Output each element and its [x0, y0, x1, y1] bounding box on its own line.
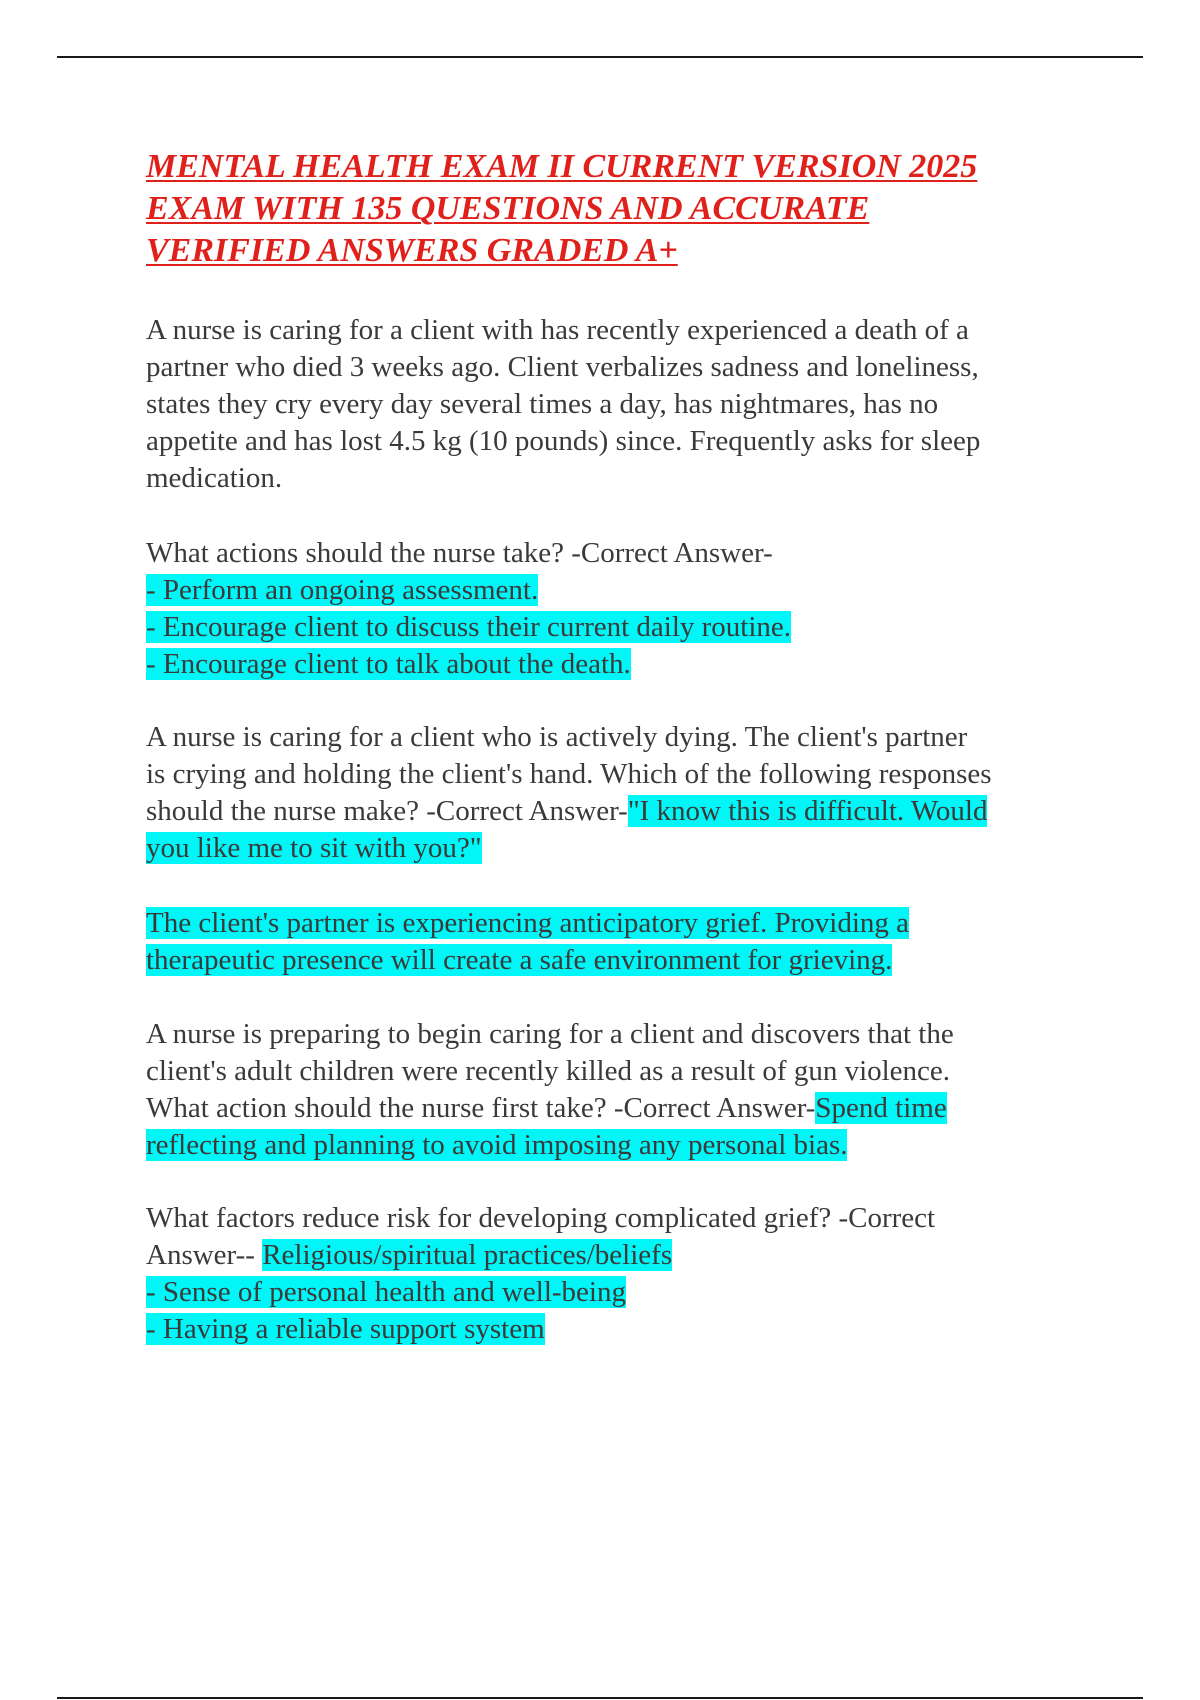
text-line: A nurse is caring for a client with has recently experienced a death of a [146, 314, 969, 346]
highlighted-answer: - Perform an ongoing assessment. [146, 574, 539, 606]
rationale-line [146, 942, 1096, 979]
document-title [146, 146, 1096, 272]
text-line: A nurse is preparing to begin caring for a client and discovers that the [146, 1018, 954, 1050]
text-line [146, 1237, 1096, 1274]
text-line [146, 793, 1096, 830]
question-text: What action should the nurse first take? -Correct Answer- [146, 1092, 816, 1124]
highlighted-answer: Spend time [815, 1092, 947, 1124]
highlighted-answer: "I know this is difficult. Would [627, 795, 988, 827]
title-line: MENTAL HEALTH EXAM II CURRENT VERSION 2025 [146, 148, 978, 185]
answer-line [146, 1274, 1096, 1311]
answer-line [146, 830, 1096, 867]
highlighted-answer: - Encourage client to talk about the death. [146, 648, 631, 680]
text-line: What factors reduce risk for developing complicated grief? -Correct [146, 1202, 936, 1234]
bottom-rule [57, 1697, 1143, 1699]
highlighted-rationale: The client's partner is experiencing anticipatory grief. Providing a [146, 907, 909, 939]
question-3 [146, 1016, 1096, 1164]
question-2 [146, 719, 1096, 867]
highlighted-answer: you like me to sit with you?" [146, 832, 482, 864]
highlighted-answer: - Having a reliable support system [146, 1313, 545, 1345]
question-1 [146, 535, 1096, 683]
highlighted-answer: - Sense of personal health and well-being [146, 1276, 626, 1308]
text-line [146, 1090, 1096, 1127]
title-line: VERIFIED ANSWERS GRADED A+ [146, 232, 678, 269]
answer-line [146, 572, 1096, 609]
text-line: is crying and holding the client's hand. Which of the following responses [146, 758, 992, 790]
highlighted-answer: Religious/spiritual practices/beliefs [262, 1239, 673, 1271]
question-2-rationale [146, 905, 1096, 979]
highlighted-answer: reflecting and planning to avoid imposing any personal bias. [146, 1129, 848, 1161]
rationale-line [146, 905, 1096, 942]
text-line: medication. [146, 462, 283, 494]
text-line: client's adult children were recently killed as a result of gun violence. [146, 1055, 951, 1087]
text-line: appetite and has lost 4.5 kg (10 pounds) since. Frequently asks for sleep [146, 425, 981, 457]
document-body [146, 146, 1096, 1348]
question-text: should the nurse make? -Correct Answer- [146, 795, 628, 827]
text-line: states they cry every day several times a day, has nightmares, has no [146, 388, 939, 420]
highlighted-rationale: therapeutic presence will create a safe environment for grieving. [146, 944, 893, 976]
text-line: partner who died 3 weeks ago. Client verbalizes sadness and loneliness, [146, 351, 979, 383]
answer-line [146, 1127, 1096, 1164]
answer-line [146, 1311, 1096, 1348]
question-text: Answer-- [146, 1239, 263, 1271]
question-text: What actions should the nurse take? -Correct Answer- [146, 537, 773, 569]
answer-line [146, 646, 1096, 683]
answer-line [146, 609, 1096, 646]
title-line: EXAM WITH 135 QUESTIONS AND ACCURATE [146, 190, 870, 227]
question-4 [146, 1200, 1096, 1348]
question-1-scenario [146, 312, 1096, 497]
text-line: A nurse is caring for a client who is actively dying. The client's partner [146, 721, 968, 753]
highlighted-answer: - Encourage client to discuss their current daily routine. [146, 611, 792, 643]
top-rule [57, 56, 1143, 58]
